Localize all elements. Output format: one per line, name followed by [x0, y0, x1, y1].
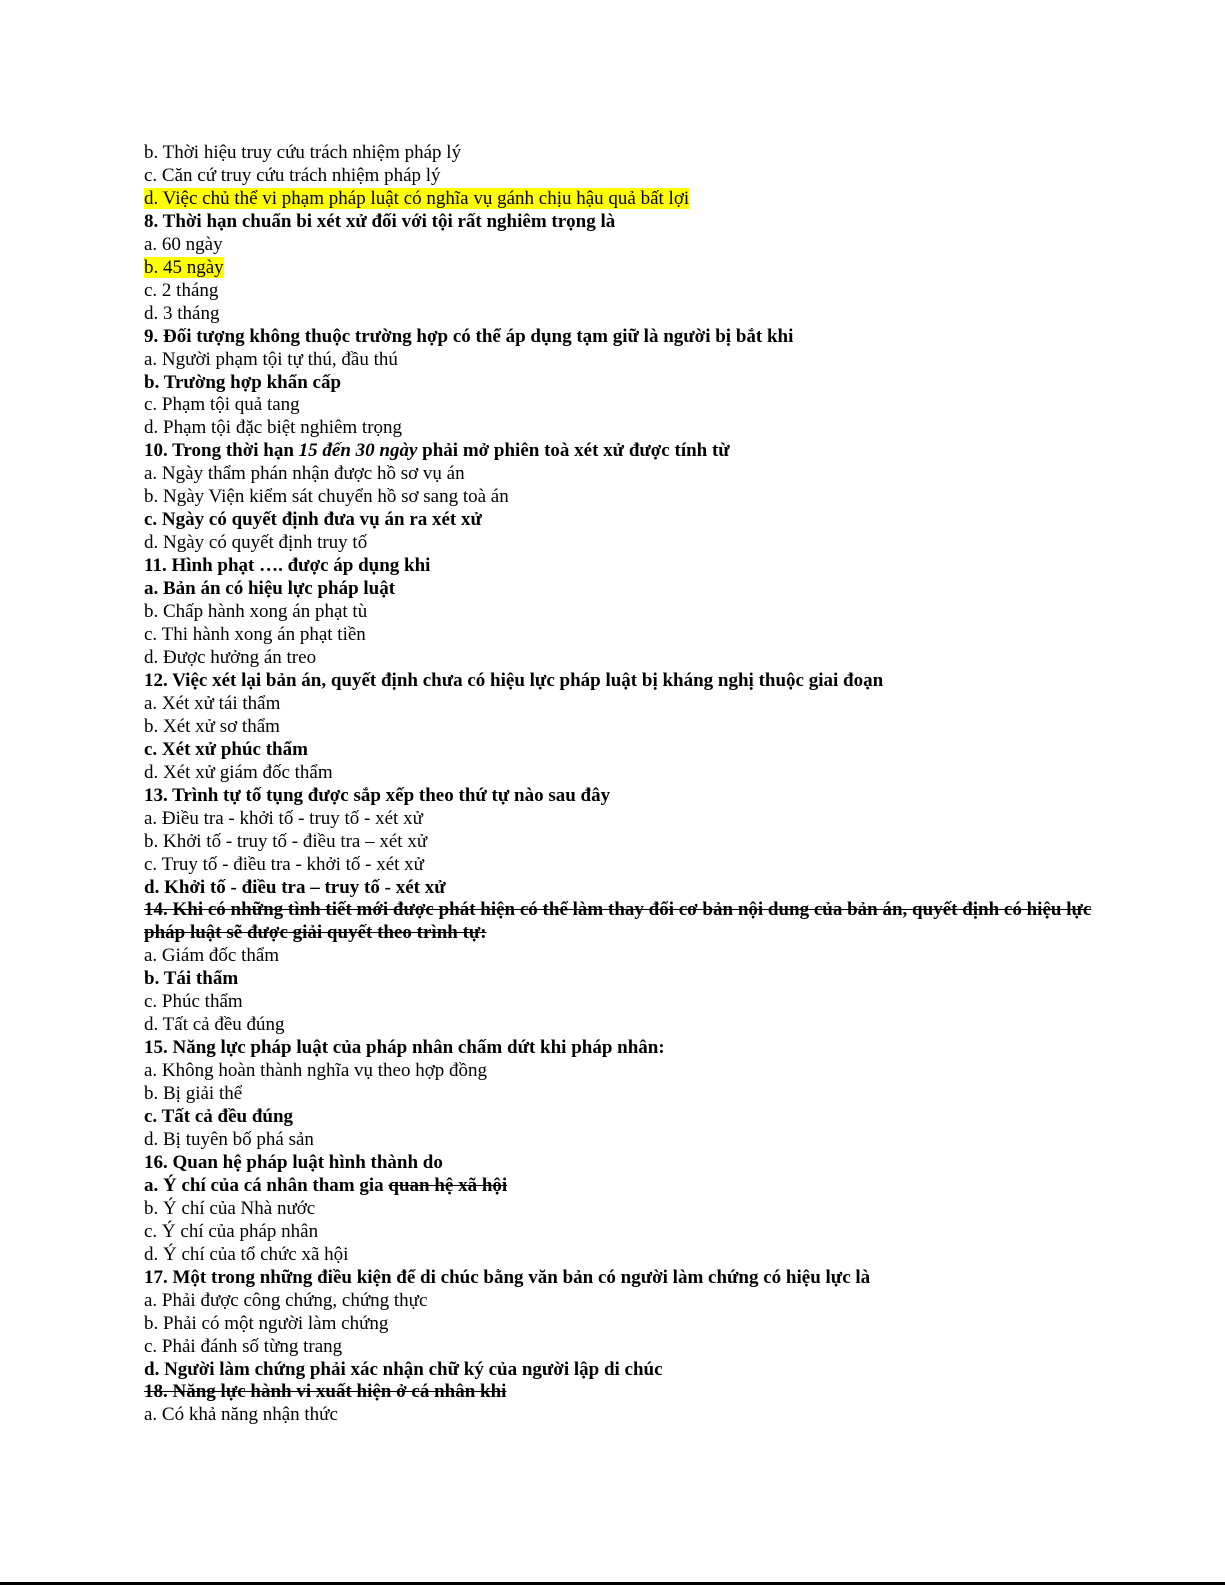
text-run: b. 45 ngày	[144, 256, 224, 278]
document-line	[144, 739, 1094, 762]
text-run: d. Ngày có quyết định truy tố	[144, 532, 368, 554]
text-run: a. Có khả năng nhận thức	[144, 1404, 338, 1426]
text-run: a. Điều tra - khởi tố - truy tố - xét xử	[144, 807, 423, 829]
text-run: c. 2 tháng	[144, 279, 219, 301]
text-run: 11. Hình phạt …. được áp dụng khi	[144, 555, 431, 577]
document-line	[144, 693, 1094, 716]
text-run: a. 60 ngày	[144, 233, 223, 255]
text-run: b. Bị giải thể	[144, 1083, 243, 1105]
document-line	[144, 945, 1094, 968]
text-run: b. Xét xử sơ thẩm	[144, 715, 280, 737]
document-line	[144, 762, 1094, 785]
text-run: c. Phạm tội quả tang	[144, 394, 300, 416]
document-line	[144, 1359, 1094, 1382]
document-body	[144, 142, 1094, 1427]
text-run: c. Phải đánh số từng trang	[144, 1335, 343, 1357]
document-line	[144, 647, 1094, 670]
text-run: c. Truy tố - điều tra - khởi tố - xét xử	[144, 853, 424, 875]
text-run: b. Tái thẩm	[144, 968, 239, 990]
text-run: b. Trường hợp khẩn cấp	[144, 371, 342, 393]
document-line	[144, 968, 1094, 991]
text-run: 10. Trong thời hạn	[144, 440, 299, 462]
text-run: quan hệ xã hội	[388, 1174, 508, 1196]
document-line	[144, 1175, 1094, 1198]
document-line	[144, 808, 1094, 831]
text-run: c. Phúc thẩm	[144, 991, 243, 1013]
text-run: d. Việc chủ thể vi phạm pháp luật có nghĩa vụ gánh chịu hậu quả bất lợi	[144, 187, 690, 209]
text-run: a. Ý chí của cá nhân tham gia	[144, 1174, 389, 1196]
text-run: a. Giám đốc thẩm	[144, 945, 280, 967]
document-line	[144, 394, 1094, 417]
text-run: 8. Thời hạn chuẩn bi xét xử đối với tội rất nghiêm trọng là	[144, 210, 616, 232]
text-run: a. Không hoàn thành nghĩa vụ theo hợp đồng	[144, 1060, 488, 1082]
text-run: a. Ngày thẩm phán nhận được hồ sơ vụ án	[144, 463, 465, 485]
document-line	[144, 417, 1094, 440]
document-line	[144, 280, 1094, 303]
document-line	[144, 1129, 1094, 1152]
document-line	[144, 1060, 1094, 1083]
text-run: b. Khởi tố - truy tố - điều tra – xét xử	[144, 830, 428, 852]
text-run: 14. Khi có những tình tiết mới được phát hiện có thể làm thay đổi cơ bản nội dung của bản án, quyết định có hiệu lực pháp luật sẽ được giải quyết theo trình tự:	[144, 899, 1092, 944]
document-line	[144, 372, 1094, 395]
document-line	[144, 624, 1094, 647]
document-line	[144, 1313, 1094, 1336]
document-line	[144, 1083, 1094, 1106]
document-line	[144, 440, 1094, 463]
document-line	[144, 486, 1094, 509]
text-run: b. Chấp hành xong án phạt tù	[144, 601, 368, 623]
text-run: b. Phải có một người làm chứng	[144, 1312, 389, 1334]
document-line	[144, 1106, 1094, 1129]
document-line	[144, 349, 1094, 372]
text-run: d. Bị tuyên bố phá sản	[144, 1128, 314, 1150]
text-run: c. Tất cả đều đúng	[144, 1106, 294, 1128]
text-run: 12. Việc xét lại bản án, quyết định chưa có hiệu lực pháp luật bị kháng nghị thuộc giai đoạn	[144, 669, 884, 691]
text-run: d. Phạm tội đặc biệt nghiêm trọng	[144, 417, 403, 439]
text-run: c. Xét xử phúc thẩm	[144, 738, 308, 760]
document-line	[144, 1404, 1094, 1427]
document-line	[144, 831, 1094, 854]
document-line	[144, 1381, 1094, 1404]
document-line	[144, 877, 1094, 900]
document-line	[144, 142, 1094, 165]
document-line	[144, 188, 1094, 211]
text-run: b. Ý chí của Nhà nước	[144, 1197, 316, 1219]
text-run: b. Thời hiệu truy cứu trách nhiệm pháp lý	[144, 142, 462, 163]
document-line	[144, 165, 1094, 188]
document-line	[144, 326, 1094, 349]
document-line	[144, 1290, 1094, 1313]
text-run: a. Người phạm tội tự thú, đầu thú	[144, 348, 398, 370]
document-line	[144, 670, 1094, 693]
text-run: d. Ý chí của tổ chức xã hội	[144, 1243, 349, 1265]
document-line	[144, 601, 1094, 624]
document-line	[144, 899, 1094, 945]
text-run: c. Ngày có quyết định đưa vụ án ra xét xử	[144, 509, 482, 531]
document-line	[144, 211, 1094, 234]
document-line	[144, 555, 1094, 578]
text-run: 17. Một trong những điều kiện để di chúc bằng văn bản có người làm chứng có hiệu lực là	[144, 1266, 871, 1288]
document-line	[144, 1037, 1094, 1060]
text-run: phải mở phiên toà xét xử được tính từ	[417, 440, 730, 462]
text-run: 18. Năng lực hành vi xuất hiện ở cá nhân khi	[144, 1381, 507, 1403]
text-run: 9. Đối tượng không thuộc trường hợp có thể áp dụng tạm giữ là người bị bắt khi	[144, 325, 794, 347]
document-line	[144, 1267, 1094, 1290]
document-line	[144, 1336, 1094, 1359]
text-run: a. Phải được công chứng, chứng thực	[144, 1289, 428, 1311]
text-run: a. Bản án có hiệu lực pháp luật	[144, 578, 396, 600]
text-run: d. Khởi tố - điều tra – truy tố - xét xử	[144, 876, 446, 898]
text-run: d. Được hưởng án treo	[144, 646, 317, 668]
text-run: d. Xét xử giám đốc thẩm	[144, 761, 333, 783]
document-line	[144, 463, 1094, 486]
text-run: d. Người làm chứng phải xác nhận chữ ký của người lập di chúc	[144, 1358, 663, 1380]
text-run: 15. Năng lực pháp luật của pháp nhân chấm dứt khi pháp nhân:	[144, 1037, 665, 1059]
document-line	[144, 578, 1094, 601]
text-run: c. Thi hành xong án phạt tiền	[144, 624, 366, 646]
document-line	[144, 303, 1094, 326]
document-line	[144, 509, 1094, 532]
document-line	[144, 1014, 1094, 1037]
document-line	[144, 257, 1094, 280]
text-run: d. Tất cả đều đúng	[144, 1014, 285, 1036]
document-line	[144, 785, 1094, 808]
document-line	[144, 234, 1094, 257]
document-line	[144, 1244, 1094, 1267]
document-line	[144, 991, 1094, 1014]
text-run: c. Căn cứ truy cứu trách nhiệm pháp lý	[144, 164, 441, 186]
text-run: 13. Trình tự tố tụng được sắp xếp theo thứ tự nào sau đây	[144, 784, 611, 806]
text-run: b. Ngày Viện kiểm sát chuyển hồ sơ sang toà án	[144, 486, 509, 508]
document-line	[144, 1221, 1094, 1244]
document-line	[144, 716, 1094, 739]
document-line	[144, 1198, 1094, 1221]
document-line	[144, 854, 1094, 877]
text-run: c. Ý chí của pháp nhân	[144, 1220, 319, 1242]
document-line	[144, 532, 1094, 555]
text-run: a. Xét xử tái thẩm	[144, 692, 281, 714]
text-run: 15 đến 30 ngày	[298, 440, 418, 462]
text-run: d. 3 tháng	[144, 302, 220, 324]
document-line	[144, 1152, 1094, 1175]
text-run: 16. Quan hệ pháp luật hình thành do	[144, 1151, 443, 1173]
